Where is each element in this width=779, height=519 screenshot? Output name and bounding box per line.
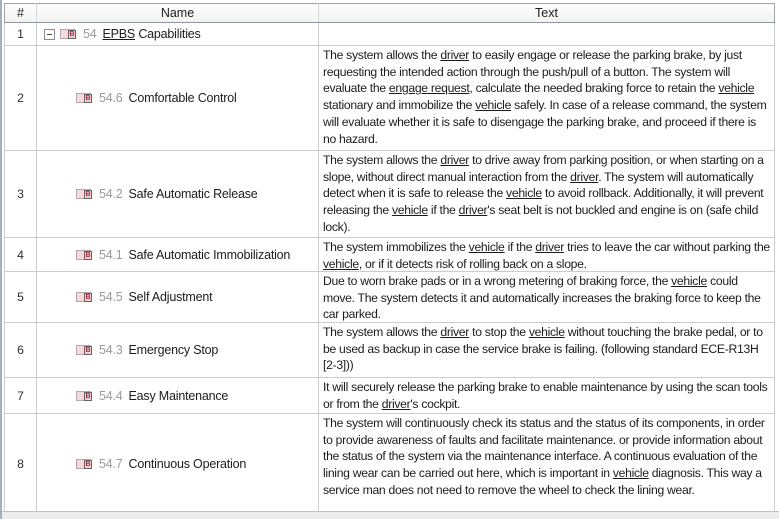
requirement-badge-letter: B (85, 294, 91, 301)
name-cell[interactable] (37, 23, 319, 46)
row-number-cell[interactable]: 2 (5, 46, 37, 151)
text-segment: if the (427, 203, 459, 218)
column-header-num[interactable] (5, 4, 37, 23)
text-cell[interactable] (319, 46, 775, 151)
row-number-cell[interactable]: 8 (5, 414, 37, 514)
requirement-badge-letter: B (85, 460, 91, 468)
text-segment: , or if it detects risk of rolling back on a slope. (358, 256, 587, 271)
name-cell[interactable] (37, 272, 319, 323)
name-text: Safe Automatic Immobilization (128, 247, 291, 262)
name-content (37, 343, 318, 357)
text-segment: . The system will automatically detect when it is safe to release the (323, 169, 754, 201)
minus-line (47, 34, 52, 35)
text-content (319, 238, 774, 271)
text-segment: 's cockpit. (410, 396, 461, 411)
table-row[interactable] (5, 272, 775, 323)
object-id: 54.3 (99, 343, 123, 357)
row-number-cell[interactable]: 6 (5, 323, 37, 378)
object-name (129, 389, 229, 403)
text-segment: Due to worn brake pads or in a wrong metering of braking force, the (323, 274, 672, 288)
glossary-term-link[interactable]: vehicle (671, 274, 707, 288)
text-cell[interactable] (319, 323, 775, 378)
requirement-badge-letter: B (85, 251, 91, 259)
text-segment: without touching the brake pedal, or to be used as backup in case the service brake is failing. (following standard ECE-R13H [2-3])) (323, 325, 763, 373)
column-header-num-label: # (17, 6, 24, 20)
table-row[interactable] (5, 46, 775, 151)
text-segment: , calculate the needed braking force to retain the (469, 81, 719, 96)
name-cell[interactable] (37, 378, 319, 414)
text-content (319, 323, 774, 374)
table-row[interactable] (5, 414, 775, 514)
object-id: 54.5 (99, 290, 123, 304)
text-content (319, 378, 774, 412)
text-segment: to easily engage or release the parking brake, by just requesting the intended action through the push/pull of a button. The system will evaluate the (323, 48, 742, 96)
object-name (129, 91, 237, 105)
name-cell[interactable] (37, 414, 319, 514)
column-header-name-label: Name (160, 6, 195, 20)
glossary-term-link[interactable]: vehicle (323, 256, 359, 271)
bottom-strip (2, 511, 779, 519)
glossary-term-link[interactable]: vehicle (506, 186, 542, 201)
requirement-badge-letter: B (69, 31, 75, 38)
table-row[interactable] (5, 238, 775, 272)
text-cell[interactable] (319, 414, 775, 514)
glossary-term-link[interactable]: driver (440, 325, 470, 339)
glossary-term-link[interactable]: driver (440, 153, 470, 167)
column-header-name[interactable] (37, 4, 319, 23)
text-segment: safely. In case of a release command, the system will evaluate whether it is safe to disengage the parking brake, and proceed if there is no hazard. (323, 98, 767, 146)
name-content (37, 91, 318, 105)
name-cell[interactable] (37, 46, 319, 151)
requirement-type-icon (76, 459, 91, 469)
requirement-type-icon (76, 345, 91, 355)
table-row[interactable] (5, 378, 775, 414)
row-number-cell[interactable]: 3 (5, 151, 37, 238)
column-header-text[interactable] (319, 4, 775, 23)
glossary-term-link[interactable]: vehicle (612, 466, 649, 481)
text-cell[interactable] (319, 238, 775, 272)
object-name (103, 27, 201, 41)
text-cell[interactable] (319, 378, 775, 414)
text-segment: to drive away from parking position, or when starting on a slope, without direct manual interaction from the (323, 153, 764, 184)
text-cell[interactable] (319, 272, 775, 323)
text-segment: could move. The system detects it and automatically increases the braking force to keep the car parked. (323, 274, 761, 322)
text-cell[interactable] (319, 151, 775, 238)
glossary-term-link[interactable]: vehicle (475, 98, 512, 113)
object-name (129, 457, 247, 471)
object-name (129, 343, 219, 357)
object-name (129, 248, 291, 262)
object-name (129, 187, 258, 201)
name-text: Capabilities (135, 27, 201, 41)
requirement-type-icon (76, 189, 91, 199)
text-content (319, 46, 774, 147)
text-segment: tries to leave the car without parking the (563, 240, 770, 254)
name-text: Continuous Operation (128, 456, 247, 471)
text-segment: It will securely release the parking brake to enable maintenance by using the scan tools or from the (323, 380, 768, 411)
table-body (5, 23, 775, 514)
object-id: 54.2 (99, 187, 123, 201)
text-segment: diagnosis. This way a service man does not need to remove the wheel to check the lining wear. (323, 466, 762, 497)
collapse-minus-icon[interactable] (44, 29, 55, 40)
name-cell[interactable] (37, 151, 319, 238)
row-number-cell[interactable]: 5 (5, 272, 37, 323)
row-number-cell[interactable]: 7 (5, 378, 37, 414)
name-cell[interactable] (37, 323, 319, 378)
glossary-term-link[interactable]: driver (570, 169, 599, 184)
table-row[interactable] (5, 23, 775, 46)
text-content (319, 23, 774, 24)
text-segment: if the (504, 240, 536, 254)
name-text: Comfortable Control (128, 91, 237, 105)
name-content (37, 187, 318, 201)
text-segment: to stop the (469, 325, 529, 339)
requirement-badge-letter: B (85, 347, 91, 354)
name-content (37, 389, 318, 403)
glossary-term-link[interactable]: driver (458, 203, 488, 218)
text-cell[interactable] (319, 23, 775, 46)
glossary-term-link[interactable]: driver (535, 240, 564, 254)
name-content (37, 457, 318, 471)
row-number-cell[interactable]: 4 (5, 238, 37, 272)
window-frame-left (0, 0, 2, 519)
requirement-badge-letter: B (85, 191, 91, 198)
glossary-term-link[interactable]: vehicle (718, 81, 755, 96)
name-text: Self Adjustment (128, 290, 213, 304)
requirement-type-icon (76, 250, 91, 260)
requirements-table (4, 3, 774, 514)
text-segment: 's seat belt is not buckled and engine is on (safe child lock). (323, 203, 759, 234)
glossary-term-link[interactable]: vehicle (391, 203, 428, 218)
text-segment: The system allows the (323, 153, 441, 167)
requirement-type-icon (76, 93, 91, 103)
text-segment: The system allows the (323, 325, 441, 339)
text-content (319, 151, 774, 236)
text-segment: stationary and immobilize the (323, 98, 476, 113)
name-content (37, 27, 318, 41)
name-cell[interactable] (37, 238, 319, 272)
text-content (319, 272, 774, 322)
column-header-text-label: Text (535, 6, 558, 20)
object-id: 54 (83, 27, 97, 41)
name-content (37, 248, 318, 262)
glossary-term-link[interactable]: vehicle (528, 325, 565, 339)
text-segment: The system immobilizes the (323, 240, 469, 254)
table-row[interactable] (5, 323, 775, 378)
text-segment: The system will continuously check its status and the status of its components, in order to provide awareness of faults and facilitate maintenance. or provide information about the status of the system via the maintenance interface. A continuous evaluation of the lining wear can be carried out here, which is important in (323, 416, 765, 481)
name-text: Easy Maintenance (128, 388, 229, 403)
requirement-type-icon (76, 292, 91, 302)
object-id: 54.6 (99, 91, 123, 105)
glossary-term-link[interactable]: vehicle (468, 240, 505, 254)
text-segment: The system allows the (323, 48, 441, 62)
requirement-type-icon (60, 29, 75, 39)
glossary-term-link[interactable]: driver (440, 48, 470, 62)
text-content (319, 414, 774, 499)
header-row (5, 4, 775, 23)
glossary-term-link[interactable]: EPBS (102, 27, 136, 41)
name-content (37, 290, 318, 304)
glossary-term-link[interactable]: driver (381, 396, 411, 411)
name-text: Safe Automatic Release (128, 187, 258, 201)
requirement-type-icon (76, 391, 91, 401)
requirements-grid (4, 3, 775, 514)
glossary-term-link[interactable]: engage request (388, 81, 470, 96)
object-id: 54.1 (99, 247, 123, 262)
table-row[interactable] (5, 151, 775, 238)
requirement-badge-letter: B (85, 95, 91, 102)
requirement-badge-letter: B (85, 392, 91, 400)
object-id: 54.4 (99, 388, 123, 403)
object-name (129, 290, 213, 304)
row-number-cell[interactable]: 1 (5, 23, 37, 46)
object-id: 54.7 (99, 456, 123, 471)
name-text: Emergency Stop (128, 343, 219, 357)
text-segment: to avoid rollback. Additionally, it will prevent releasing the (323, 186, 764, 218)
